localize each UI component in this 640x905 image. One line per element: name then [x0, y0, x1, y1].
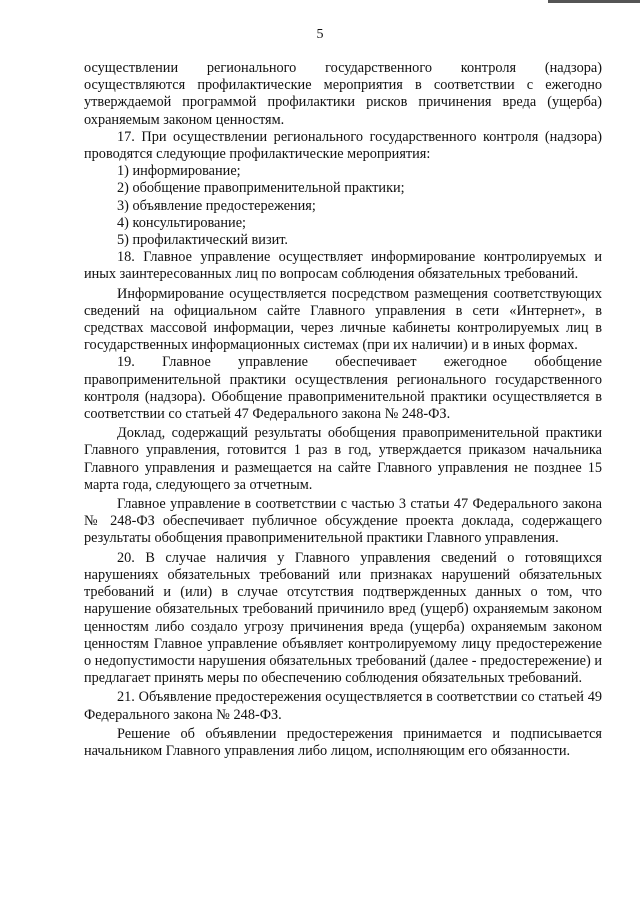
list-item-5: 5) профилактический визит.	[117, 232, 288, 249]
paragraph-decision: Решение об объявлении предостережения принимается и подписывается начальником Главного управления либо лицом, исполняющим его обязанности.	[84, 725, 602, 759]
paragraph-informing: Информирование осуществляется посредством размещения соответствующих сведений на официальном сайте Главного управления в сети «Интернет», в средствах массовой информации, через личные кабинеты контролируемых лиц в государственных информационных системах (при их наличии) и в иных формах.	[84, 285, 602, 354]
paragraph-18: 18. Главное управление осуществляет информирование контролируемых и иных заинтересованных лиц по вопросам соблюдения обязательных требований.	[84, 249, 602, 283]
paragraph-17: 17. При осуществлении регионального государственного контроля (надзора) проводятся следующие профилактические мероприятия:	[84, 128, 602, 163]
corner-mark	[548, 0, 640, 3]
paragraph-report: Доклад, содержащий результаты обобщения правоприменительной практики Главного управления, готовится 1 раз в год, утверждается приказом начальника Главного управления и размещается на сайте Главного управления не позднее 15 марта года, следующего за отчетным.	[84, 425, 602, 493]
list-item-1: 1) информирование;	[117, 163, 241, 180]
list-item-2: 2) обобщение правоприменительной практики;	[117, 180, 405, 197]
list-item-4: 4) консультирование;	[117, 214, 247, 231]
page-number: 5	[316, 27, 324, 42]
paragraph-public-discussion: Главное управление в соответствии с частью 3 статьи 47 Федерального закона № 248-ФЗ обеспечивает публичное обсуждение проекта доклада, содержащего результаты обобщения правоприменительной практики Главного управления.	[84, 496, 602, 547]
paragraph-20: 20. В случае наличия у Главного управления сведений о готовящихся нарушениях обязательных требований или признаках нарушений обязательных требований и (или) в случае отсутствия подтвержденных данных о том, что нарушение обязательных требований причинило вред (ущерб) охраняемым законом ценностям либо создало угрозу причинения вреда (ущерба) охраняемым законом ценностям Главное управление объявляет контролируемому лицу предостережение о недопустимости нарушения обязательных требований (далее - предостережение) и предлагает принять меры по обеспечению соблюдения обязательных требований.	[84, 549, 602, 687]
paragraph-continuation: осуществлении регионального государственного контроля (надзора) осуществляются профилактические мероприятия в соответствии с ежегодно утверждаемой программой профилактики рисков причинения вреда (ущерба) охраняемым законом ценностям.	[84, 60, 602, 128]
paragraph-21: 21. Объявление предостережения осуществляется в соответствии со статьей 49 Федерального закона № 248-ФЗ.	[84, 689, 602, 723]
document-body	[84, 60, 602, 760]
paragraph-19: 19. Главное управление обеспечивает ежегодное обобщение правоприменительной практики осуществления регионального государственного контроля (надзора). Обобщение правоприменительной практики осуществляется в соответствии со статьей 47 Федерального закона № 248-ФЗ.	[84, 354, 602, 423]
list-item-3: 3) объявление предостережения;	[117, 197, 316, 214]
